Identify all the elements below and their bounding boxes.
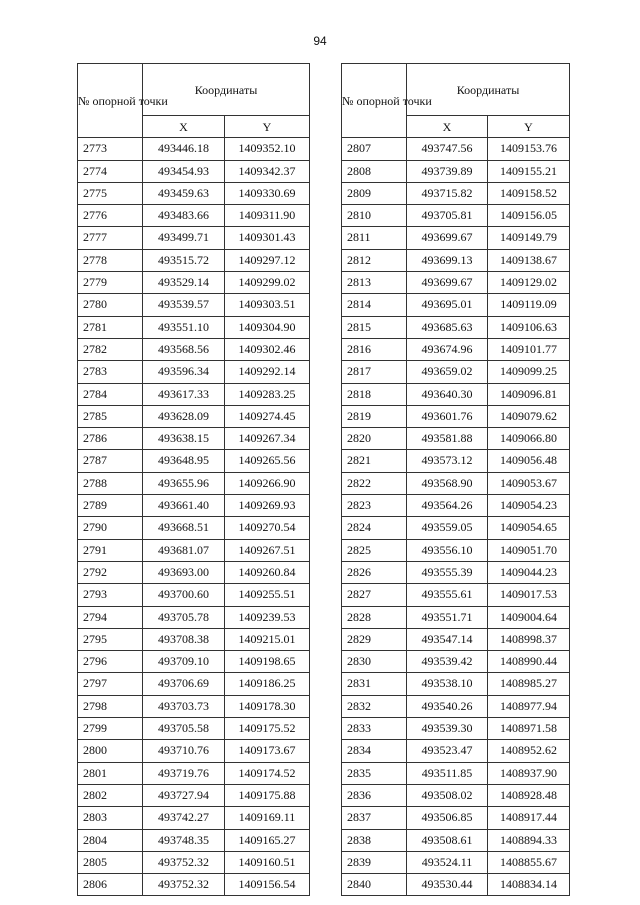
y-coordinate-cell: 1408985.27 [488, 673, 570, 695]
point-number-cell: 2821 [342, 450, 407, 472]
table-row [78, 182, 310, 204]
point-number-cell: 2837 [342, 807, 407, 829]
table-row [78, 740, 310, 762]
y-coordinate-cell: 1409330.69 [225, 182, 310, 204]
x-coordinate-cell: 493699.67 [407, 227, 488, 249]
table-row [78, 584, 310, 606]
table-row [78, 205, 310, 227]
y-coordinate-cell: 1409158.52 [488, 182, 570, 204]
y-coordinate-cell: 1409099.25 [488, 361, 570, 383]
header-point-number: № опорной точки [342, 64, 407, 138]
y-coordinate-cell: 1409160.51 [225, 851, 310, 873]
table-row [78, 718, 310, 740]
y-coordinate-cell: 1409292.14 [225, 361, 310, 383]
x-coordinate-cell: 493706.69 [143, 673, 225, 695]
table-row [78, 316, 310, 338]
point-number-cell: 2825 [342, 539, 407, 561]
x-coordinate-cell: 493564.26 [407, 495, 488, 517]
y-coordinate-cell: 1409301.43 [225, 227, 310, 249]
table-row [342, 762, 570, 784]
table-row [342, 673, 570, 695]
header-y: Y [225, 116, 310, 138]
point-number-cell: 2795 [78, 628, 143, 650]
x-coordinate-cell: 493752.32 [143, 874, 225, 896]
x-coordinate-cell: 493655.96 [143, 472, 225, 494]
table-row [78, 628, 310, 650]
table-row [342, 450, 570, 472]
table-row [342, 628, 570, 650]
y-coordinate-cell: 1409299.02 [225, 272, 310, 294]
table-row [78, 829, 310, 851]
table-row [342, 718, 570, 740]
y-coordinate-cell: 1409051.70 [488, 539, 570, 561]
point-number-cell: 2801 [78, 762, 143, 784]
table-row [78, 160, 310, 182]
table-row [78, 272, 310, 294]
table-row [78, 851, 310, 873]
table-row [78, 695, 310, 717]
table-row [78, 383, 310, 405]
point-number-cell: 2806 [78, 874, 143, 896]
x-coordinate-cell: 493551.10 [143, 316, 225, 338]
y-coordinate-cell: 1409165.27 [225, 829, 310, 851]
table-row [78, 874, 310, 896]
x-coordinate-cell: 493551.71 [407, 606, 488, 628]
x-coordinate-cell: 493668.51 [143, 517, 225, 539]
point-number-cell: 2789 [78, 495, 143, 517]
point-number-cell: 2803 [78, 807, 143, 829]
table-row [342, 851, 570, 873]
x-coordinate-cell: 493524.11 [407, 851, 488, 873]
y-coordinate-cell: 1409352.10 [225, 138, 310, 160]
table-row [78, 606, 310, 628]
point-number-cell: 2773 [78, 138, 143, 160]
x-coordinate-cell: 493506.85 [407, 807, 488, 829]
point-number-cell: 2799 [78, 718, 143, 740]
table-row [78, 405, 310, 427]
y-coordinate-cell: 1408894.33 [488, 829, 570, 851]
x-coordinate-cell: 493685.63 [407, 316, 488, 338]
y-coordinate-cell: 1409215.01 [225, 628, 310, 650]
table-row [78, 495, 310, 517]
y-coordinate-cell: 1409044.23 [488, 561, 570, 583]
table-row [342, 160, 570, 182]
x-coordinate-cell: 493515.72 [143, 249, 225, 271]
y-coordinate-cell: 1409054.23 [488, 495, 570, 517]
point-number-cell: 2828 [342, 606, 407, 628]
y-coordinate-cell: 1409079.62 [488, 405, 570, 427]
table-row [342, 272, 570, 294]
y-coordinate-cell: 1409186.25 [225, 673, 310, 695]
x-coordinate-cell: 493703.73 [143, 695, 225, 717]
y-coordinate-cell: 1408990.44 [488, 651, 570, 673]
y-coordinate-cell: 1409169.11 [225, 807, 310, 829]
point-number-cell: 2778 [78, 249, 143, 271]
y-coordinate-cell: 1409302.46 [225, 338, 310, 360]
y-coordinate-cell: 1409153.76 [488, 138, 570, 160]
point-number-cell: 2777 [78, 227, 143, 249]
y-coordinate-cell: 1409173.67 [225, 740, 310, 762]
x-coordinate-cell: 493705.78 [143, 606, 225, 628]
point-number-cell: 2809 [342, 182, 407, 204]
table-row [342, 874, 570, 896]
x-coordinate-cell: 493539.30 [407, 718, 488, 740]
y-coordinate-cell: 1408917.44 [488, 807, 570, 829]
x-coordinate-cell: 493748.35 [143, 829, 225, 851]
y-coordinate-cell: 1409101.77 [488, 338, 570, 360]
table-row [342, 561, 570, 583]
point-number-cell: 2811 [342, 227, 407, 249]
x-coordinate-cell: 493681.07 [143, 539, 225, 561]
y-coordinate-cell: 1409266.90 [225, 472, 310, 494]
y-coordinate-cell: 1409004.64 [488, 606, 570, 628]
table-row [342, 584, 570, 606]
y-coordinate-cell: 1409342.37 [225, 160, 310, 182]
table-row [342, 428, 570, 450]
point-number-cell: 2833 [342, 718, 407, 740]
x-coordinate-cell: 493617.33 [143, 383, 225, 405]
x-coordinate-cell: 493555.61 [407, 584, 488, 606]
point-number-cell: 2804 [78, 829, 143, 851]
x-coordinate-cell: 493638.15 [143, 428, 225, 450]
point-number-cell: 2790 [78, 517, 143, 539]
x-coordinate-cell: 493727.94 [143, 784, 225, 806]
table-row [78, 539, 310, 561]
table-row [342, 829, 570, 851]
y-coordinate-cell: 1409269.93 [225, 495, 310, 517]
point-number-cell: 2839 [342, 851, 407, 873]
point-number-cell: 2835 [342, 762, 407, 784]
point-number-cell: 2815 [342, 316, 407, 338]
x-coordinate-cell: 493555.39 [407, 561, 488, 583]
table-row [342, 606, 570, 628]
y-coordinate-cell: 1409119.09 [488, 294, 570, 316]
x-coordinate-cell: 493508.61 [407, 829, 488, 851]
y-coordinate-cell: 1409311.90 [225, 205, 310, 227]
point-number-cell: 2796 [78, 651, 143, 673]
coordinates-table-right [341, 63, 570, 896]
y-coordinate-cell: 1409297.12 [225, 249, 310, 271]
y-coordinate-cell: 1409156.54 [225, 874, 310, 896]
y-coordinate-cell: 1408971.58 [488, 718, 570, 740]
table-row [78, 338, 310, 360]
table-row [78, 807, 310, 829]
point-number-cell: 2781 [78, 316, 143, 338]
y-coordinate-cell: 1408937.90 [488, 762, 570, 784]
x-coordinate-cell: 493581.88 [407, 428, 488, 450]
page-number: 94 [313, 34, 327, 48]
point-number-cell: 2786 [78, 428, 143, 450]
point-number-cell: 2817 [342, 361, 407, 383]
y-coordinate-cell: 1409175.52 [225, 718, 310, 740]
point-number-cell: 2787 [78, 450, 143, 472]
point-number-cell: 2830 [342, 651, 407, 673]
x-coordinate-cell: 493742.27 [143, 807, 225, 829]
y-coordinate-cell: 1408952.62 [488, 740, 570, 762]
x-coordinate-cell: 493747.56 [407, 138, 488, 160]
x-coordinate-cell: 493739.89 [407, 160, 488, 182]
point-number-cell: 2829 [342, 628, 407, 650]
table-row [342, 784, 570, 806]
table-row [342, 182, 570, 204]
point-number-cell: 2840 [342, 874, 407, 896]
point-number-cell: 2775 [78, 182, 143, 204]
y-coordinate-cell: 1409283.25 [225, 383, 310, 405]
point-number-cell: 2826 [342, 561, 407, 583]
table-row [342, 405, 570, 427]
x-coordinate-cell: 493699.67 [407, 272, 488, 294]
point-number-cell: 2836 [342, 784, 407, 806]
point-number-cell: 2838 [342, 829, 407, 851]
table-row [78, 249, 310, 271]
y-coordinate-cell: 1409198.65 [225, 651, 310, 673]
y-coordinate-cell: 1409303.51 [225, 294, 310, 316]
table-row [342, 227, 570, 249]
x-coordinate-cell: 493659.02 [407, 361, 488, 383]
x-coordinate-cell: 493508.02 [407, 784, 488, 806]
point-number-cell: 2823 [342, 495, 407, 517]
x-coordinate-cell: 493715.82 [407, 182, 488, 204]
y-coordinate-cell: 1409149.79 [488, 227, 570, 249]
table-row [78, 361, 310, 383]
header-point-number: № опорной точки [78, 64, 143, 138]
y-coordinate-cell: 1409017.53 [488, 584, 570, 606]
y-coordinate-cell: 1409155.21 [488, 160, 570, 182]
table-row [342, 338, 570, 360]
table-row [78, 517, 310, 539]
point-number-cell: 2813 [342, 272, 407, 294]
x-coordinate-cell: 493568.90 [407, 472, 488, 494]
header-coordinates: Координаты [143, 64, 310, 116]
point-number-cell: 2784 [78, 383, 143, 405]
x-coordinate-cell: 493446.18 [143, 138, 225, 160]
point-number-cell: 2800 [78, 740, 143, 762]
point-number-cell: 2827 [342, 584, 407, 606]
table-row [78, 450, 310, 472]
y-coordinate-cell: 1409056.48 [488, 450, 570, 472]
y-coordinate-cell: 1409129.02 [488, 272, 570, 294]
table-row [342, 807, 570, 829]
x-coordinate-cell: 493596.34 [143, 361, 225, 383]
x-coordinate-cell: 493695.01 [407, 294, 488, 316]
y-coordinate-cell: 1408998.37 [488, 628, 570, 650]
table-row [78, 428, 310, 450]
point-number-cell: 2791 [78, 539, 143, 561]
table-row [342, 249, 570, 271]
point-number-cell: 2808 [342, 160, 407, 182]
point-number-cell: 2779 [78, 272, 143, 294]
x-coordinate-cell: 493700.60 [143, 584, 225, 606]
y-coordinate-cell: 1409270.54 [225, 517, 310, 539]
table-row [342, 472, 570, 494]
point-number-cell: 2834 [342, 740, 407, 762]
y-coordinate-cell: 1409267.34 [225, 428, 310, 450]
y-coordinate-cell: 1409265.56 [225, 450, 310, 472]
x-coordinate-cell: 493752.32 [143, 851, 225, 873]
y-coordinate-cell: 1409178.30 [225, 695, 310, 717]
table-row [342, 138, 570, 160]
x-coordinate-cell: 493708.38 [143, 628, 225, 650]
point-number-cell: 2807 [342, 138, 407, 160]
y-coordinate-cell: 1409054.65 [488, 517, 570, 539]
y-coordinate-cell: 1409174.52 [225, 762, 310, 784]
table-row [78, 561, 310, 583]
point-number-cell: 2788 [78, 472, 143, 494]
y-coordinate-cell: 1409138.67 [488, 249, 570, 271]
table-row [78, 138, 310, 160]
y-coordinate-cell: 1409274.45 [225, 405, 310, 427]
point-number-cell: 2816 [342, 338, 407, 360]
point-number-cell: 2819 [342, 405, 407, 427]
x-coordinate-cell: 493640.30 [407, 383, 488, 405]
x-coordinate-cell: 493648.95 [143, 450, 225, 472]
header-y: Y [488, 116, 570, 138]
point-number-cell: 2824 [342, 517, 407, 539]
table-row [342, 361, 570, 383]
x-coordinate-cell: 493674.96 [407, 338, 488, 360]
coordinates-table-left [77, 63, 310, 896]
table-row [342, 383, 570, 405]
table-row [342, 316, 570, 338]
y-coordinate-cell: 1408855.67 [488, 851, 570, 873]
table-row [342, 695, 570, 717]
y-coordinate-cell: 1409255.51 [225, 584, 310, 606]
x-coordinate-cell: 493547.14 [407, 628, 488, 650]
x-coordinate-cell: 493705.58 [143, 718, 225, 740]
table-row [342, 651, 570, 673]
point-number-cell: 2785 [78, 405, 143, 427]
y-coordinate-cell: 1409175.88 [225, 784, 310, 806]
table-row [78, 784, 310, 806]
y-coordinate-cell: 1409260.84 [225, 561, 310, 583]
x-coordinate-cell: 493529.14 [143, 272, 225, 294]
point-number-cell: 2793 [78, 584, 143, 606]
x-coordinate-cell: 493530.44 [407, 874, 488, 896]
table-row [78, 472, 310, 494]
point-number-cell: 2831 [342, 673, 407, 695]
x-coordinate-cell: 493499.71 [143, 227, 225, 249]
x-coordinate-cell: 493705.81 [407, 205, 488, 227]
table-row [342, 539, 570, 561]
point-number-cell: 2822 [342, 472, 407, 494]
table-row [342, 495, 570, 517]
y-coordinate-cell: 1409267.51 [225, 539, 310, 561]
point-number-cell: 2812 [342, 249, 407, 271]
point-number-cell: 2794 [78, 606, 143, 628]
x-coordinate-cell: 493559.05 [407, 517, 488, 539]
y-coordinate-cell: 1409304.90 [225, 316, 310, 338]
x-coordinate-cell: 493601.76 [407, 405, 488, 427]
y-coordinate-cell: 1409106.63 [488, 316, 570, 338]
table-row [78, 651, 310, 673]
point-number-cell: 2802 [78, 784, 143, 806]
y-coordinate-cell: 1408977.94 [488, 695, 570, 717]
header-x: X [143, 116, 225, 138]
header-x: X [407, 116, 488, 138]
x-coordinate-cell: 493661.40 [143, 495, 225, 517]
header-coordinates: Координаты [407, 64, 570, 116]
y-coordinate-cell: 1408834.14 [488, 874, 570, 896]
point-number-cell: 2798 [78, 695, 143, 717]
point-number-cell: 2774 [78, 160, 143, 182]
x-coordinate-cell: 493573.12 [407, 450, 488, 472]
x-coordinate-cell: 493539.42 [407, 651, 488, 673]
point-number-cell: 2818 [342, 383, 407, 405]
point-number-cell: 2810 [342, 205, 407, 227]
table-row [78, 227, 310, 249]
point-number-cell: 2797 [78, 673, 143, 695]
x-coordinate-cell: 493538.10 [407, 673, 488, 695]
x-coordinate-cell: 493539.57 [143, 294, 225, 316]
point-number-cell: 2782 [78, 338, 143, 360]
point-number-cell: 2780 [78, 294, 143, 316]
x-coordinate-cell: 493556.10 [407, 539, 488, 561]
y-coordinate-cell: 1408928.48 [488, 784, 570, 806]
y-coordinate-cell: 1409053.67 [488, 472, 570, 494]
table-row [342, 517, 570, 539]
point-number-cell: 2783 [78, 361, 143, 383]
x-coordinate-cell: 493523.47 [407, 740, 488, 762]
table-row [342, 294, 570, 316]
x-coordinate-cell: 493710.76 [143, 740, 225, 762]
point-number-cell: 2792 [78, 561, 143, 583]
point-number-cell: 2776 [78, 205, 143, 227]
table-row [78, 762, 310, 784]
y-coordinate-cell: 1409096.81 [488, 383, 570, 405]
table-row [78, 294, 310, 316]
x-coordinate-cell: 493454.93 [143, 160, 225, 182]
x-coordinate-cell: 493628.09 [143, 405, 225, 427]
x-coordinate-cell: 493568.56 [143, 338, 225, 360]
point-number-cell: 2805 [78, 851, 143, 873]
x-coordinate-cell: 493540.26 [407, 695, 488, 717]
y-coordinate-cell: 1409066.80 [488, 428, 570, 450]
x-coordinate-cell: 493719.76 [143, 762, 225, 784]
table-row [342, 205, 570, 227]
x-coordinate-cell: 493483.66 [143, 205, 225, 227]
table-row [78, 673, 310, 695]
point-number-cell: 2832 [342, 695, 407, 717]
x-coordinate-cell: 493709.10 [143, 651, 225, 673]
x-coordinate-cell: 493511.85 [407, 762, 488, 784]
x-coordinate-cell: 493459.63 [143, 182, 225, 204]
point-number-cell: 2820 [342, 428, 407, 450]
y-coordinate-cell: 1409239.53 [225, 606, 310, 628]
x-coordinate-cell: 493699.13 [407, 249, 488, 271]
x-coordinate-cell: 493693.00 [143, 561, 225, 583]
point-number-cell: 2814 [342, 294, 407, 316]
table-row [342, 740, 570, 762]
y-coordinate-cell: 1409156.05 [488, 205, 570, 227]
